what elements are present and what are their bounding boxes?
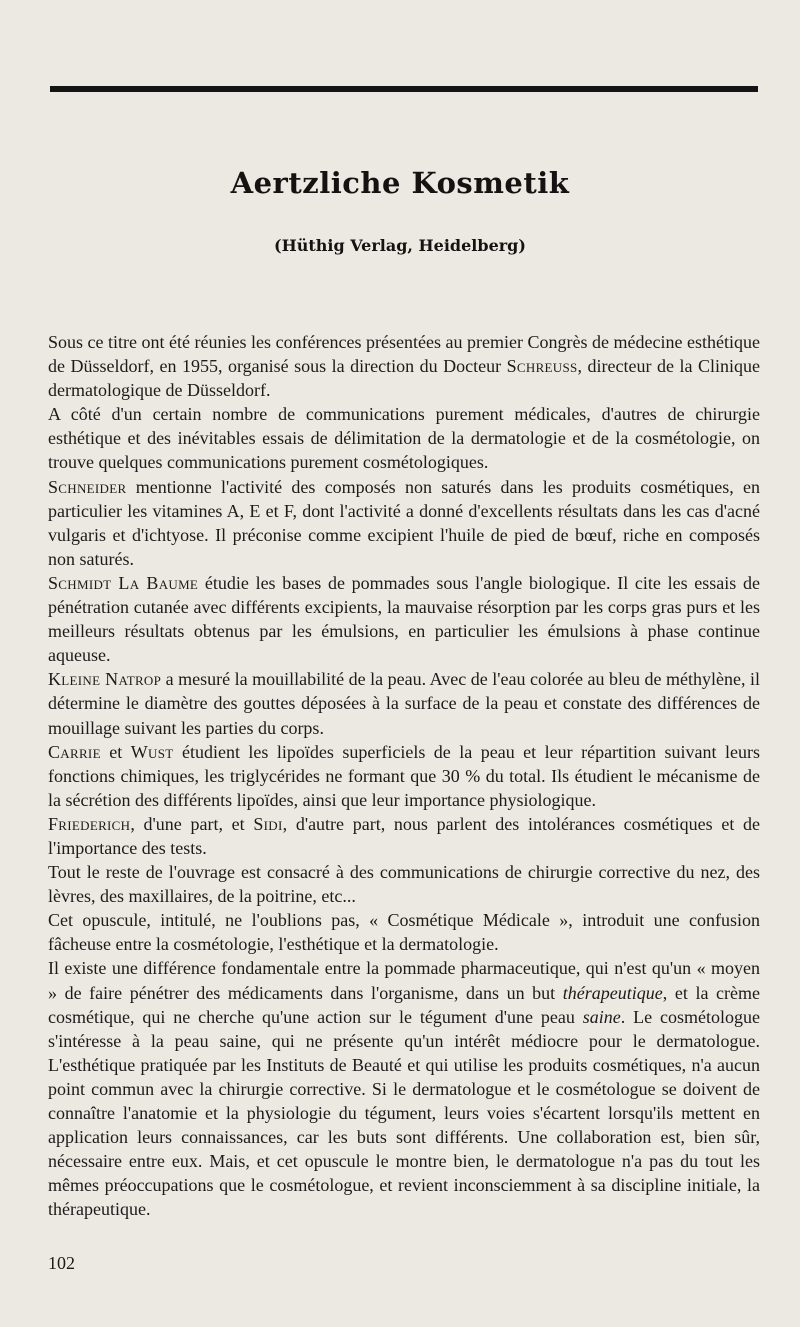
author-name: Kleine Natrop — [48, 669, 162, 690]
page-number: 102 — [48, 1253, 75, 1273]
paragraph-schneider — [48, 475, 760, 571]
author-name: Sidi — [253, 813, 283, 834]
paragraph-text: et — [100, 741, 131, 762]
paragraph-text: étudie les bases de pommades sous l'angle biologique. Il cite les essais de pénétration cutanée avec différents excipients, la mauvaise résorption par les corps gras purs et les meilleurs résultats obtenus par les émulsions, en particulier les émulsions à phase continue aqueuse. — [48, 572, 760, 666]
article-body — [48, 330, 760, 1221]
author-name: Carrie — [48, 741, 101, 762]
paragraph-friederich-sidi — [48, 812, 760, 860]
paragraph-text: étudient les lipoïdes superficiels de la peau et leur répartition suivant leurs fonctions chimiques, les triglycérides ne formant que 30 % du total. Ils étudient le mécanisme de la sécrétion des différents lipoïdes, ainsi que leur importance physiologique. — [48, 741, 760, 810]
emphasis-text: saine — [582, 1006, 621, 1027]
paragraph-overview: A côté d'un certain nombre de communications purement médicales, d'autres de chirurgie esthétique et des inévitables essais de délimitation de la dermatologie et de la cosmétologie, on trouve quelques communications purement cosmétologiques. — [48, 404, 760, 473]
paragraph-text: , d'autre part, nous parlent des intolérances cosmétiques et de l'importance des tests. — [48, 813, 761, 858]
paragraph-text: , directeur de la Clinique dermatologique de Düsseldorf. — [48, 356, 760, 401]
paragraph-confusion: Cet opuscule, intitulé, ne l'oublions pas, « Cosmétique Médicale », introduit une confusion fâcheuse entre la cosmétologie, l'esthétique et la dermatologie. — [48, 910, 760, 955]
author-name: Schmidt La Baume — [48, 572, 199, 593]
author-name: Schneider — [48, 476, 127, 497]
paragraph-intro — [48, 330, 760, 402]
header-rule — [50, 86, 758, 92]
paragraph-schmidt — [48, 571, 760, 667]
emphasis-text: thérapeutique — [562, 982, 663, 1003]
paragraph-text: Il existe une différence fondamentale entre la pommade pharmaceutique, qui n'est qu'un « moyen » de faire pénétrer des médicaments dans l'organisme, dans un but — [48, 958, 760, 1003]
paragraph-kleine-natrop — [48, 667, 760, 739]
author-name: Friederich — [48, 813, 131, 834]
paragraph-text: , d'une part, et — [130, 813, 254, 834]
publisher-subtitle: (Hüthig Verlag, Heidelberg) — [274, 236, 526, 255]
paragraph-surgery: Tout le reste de l'ouvrage est consacré à des communications de chirurgie corrective du nez, des lèvres, des maxillaires, de la poitrine, etc... — [48, 862, 760, 907]
paragraph-text: mentionne l'activité des composés non saturés dans les produits cosmétiques, en particulier les vitamines A, E et F, dont l'activité a donné d'excellents résultats dans les cas d'acné vulgaris et d'ichtyose. Il préconise comme excipient l'huile de pied de bœuf, riche en composés non saturés. — [48, 476, 760, 569]
paragraph-text: . Le cosmétologue s'intéresse à la peau saine, qui ne présente qu'un intérêt médiocre pour le dermatologue. L'esthétique pratiquée par les Instituts de Beauté et qui utilise les produits cosmétiques, n'a aucun point commun avec la chirurgie corrective. Si le dermatologue et le cosmétologue se doivent de connaître l'anatomie et la physiologie du tégument, leurs voies s'écartent lorsqu'ils mettent en application leurs connaissances, car les buts sont différents. Une collaboration est, bien sûr, nécessaire entre eux. Mais, et cet opuscule le montre bien, le dermatologue n'a pas du tout les mêmes préoccupations que le cosmétologue, et revient inconsciemment à sa discipline initiale, la thérapeutique. — [48, 1006, 760, 1220]
author-name: Wust — [130, 741, 174, 762]
paragraph-conclusion — [48, 956, 760, 1221]
paragraph-carrie-wust — [48, 740, 760, 812]
paragraph-text: a mesuré la mouillabilité de la peau. Avec de l'eau colorée au bleu de méthylène, il détermine le diamètre des gouttes déposées à la surface de la peau et constate des différences de mouillage suivant les parties du corps. — [48, 669, 760, 738]
paragraph-text: Sous ce titre ont été réunies les conférences présentées au premier Congrès de médecine esthétique de Düsseldorf, en 1955, organisé sous la direction du Docteur — [48, 332, 760, 377]
paragraph-text: , et la crème cosmétique, qui ne cherche qu'une action sur le tégument d'une peau — [48, 982, 760, 1027]
page-title: Aertzliche Kosmetik — [230, 166, 570, 200]
author-name: Schreuss — [506, 356, 578, 377]
